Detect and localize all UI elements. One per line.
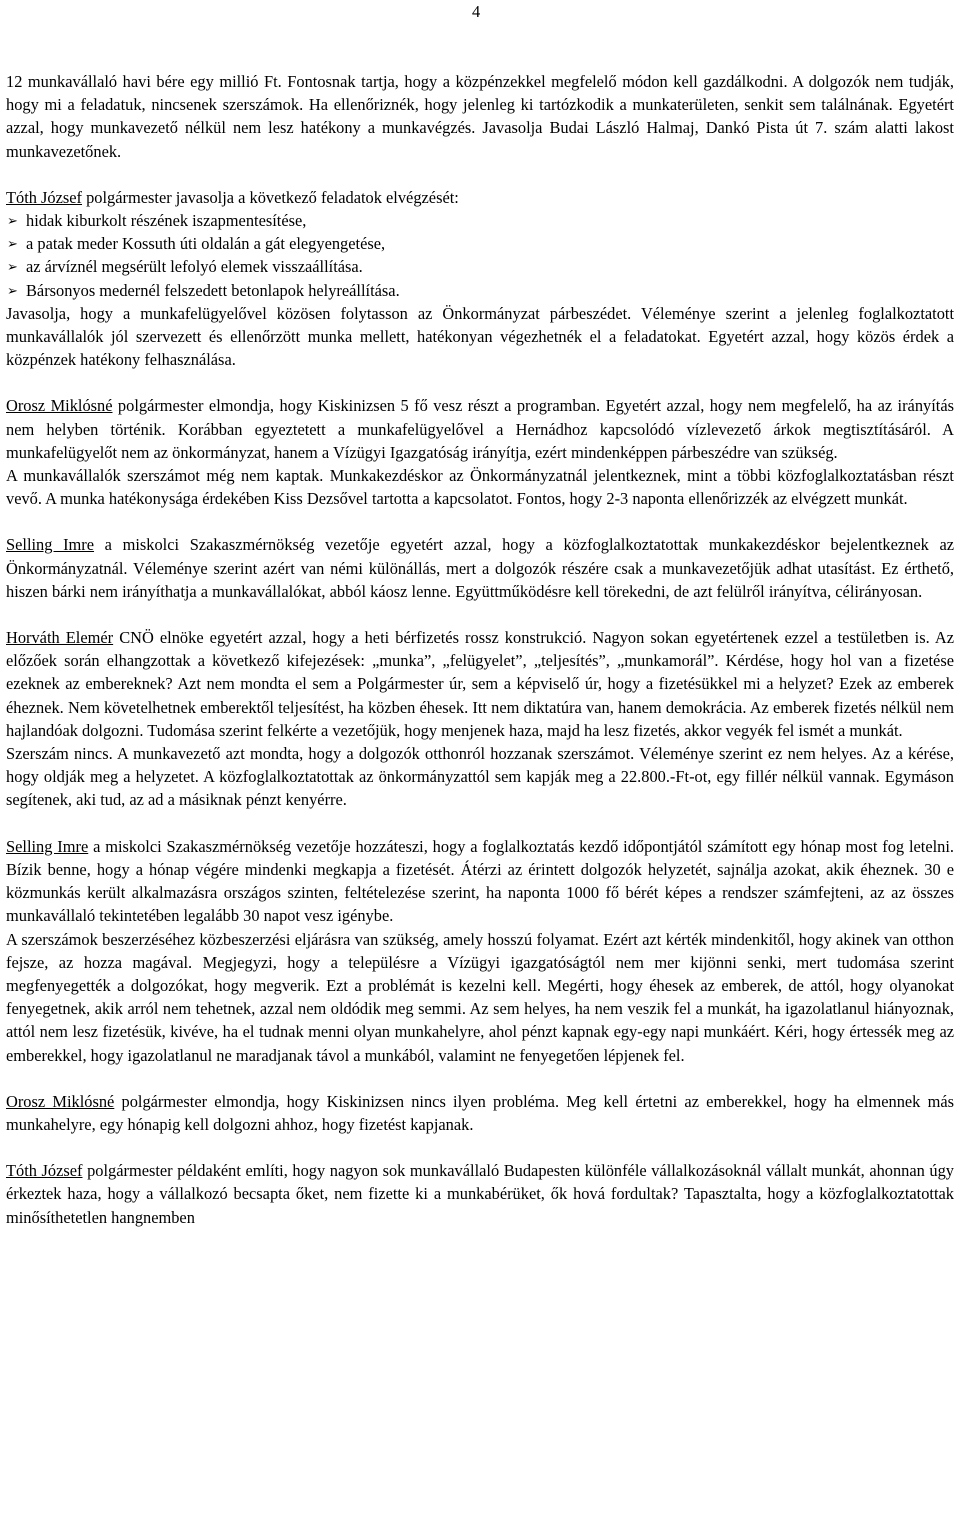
- toth-paragraph-intro: [6, 186, 954, 209]
- page-number: 4: [472, 2, 481, 21]
- arrowhead-bullet-icon: ➢: [7, 282, 18, 298]
- list-item: ➢ az árvíznél megsérült lefolyó elemek visszaállítása.: [6, 255, 954, 278]
- selling-paragraph-3: A szerszámok beszerzéséhez közbeszerzési eljárásra van szükség, amely hosszú folyamat. Ezért azt kérték mindenkitől, hogy akinek van otthon fejsze, az hozza magával. Megjegyzi, hogy a településre a Vízügyi igazgatóságtól nem mer kijönni senki, mert tudomása szerint megfenyegették a dolgozókat, hogy megverik. Ezt a problémát is kezelni kell. Megérti, hogy éhesek az emberek, de attól, hogy olyanokat fenyegetnek, akik arról nem tehetnek, azzal nem oldódik meg semmi. Az sem helyes, ha nem veszik fel a munkát, ha igazolatlanul hiányoznak, attól nem lesz fizetésük, kivéve, ha el tudnak menni olyan munkahelyre, ahol pénzt kapnak egy-egy napi munkáért. Kéri, hogy értessék meg az emberekkel, hogy igazolatlanul ne maradjanak távol a munkából, valamint ne fenyegetően lépjenek fel.: [6, 929, 954, 1065]
- list-item: ➢ Bársonyos medernél felszedett betonlapok helyreállítása.: [6, 279, 954, 302]
- speaker-name: Selling Imre: [6, 535, 95, 555]
- document-body: [6, 70, 954, 1229]
- toth-paragraph-2: Tóth József polgármester példaként említi, hogy nagyon sok munkavállaló Budapesten különféle vállalkozásoknál vállalt munkát, ahonnan úgy érkeztek haza, hogy a vállalkozó becsapta őket, nem fizette ki a munkabérüket, ők hová fordultak? Tapasztalta, hogy a közfoglalkoztatottak minősíthetetlen hangnemben: [6, 1161, 955, 1227]
- toth-paragraph-rest: Javasolja, hogy a munkafelügyelővel közösen folytasson az Önkormányzat párbeszédet. Véleménye szerint a jelenleg foglalkoztatott munkavállalók jól szervezett és ellenőrzött munka mellett, hatékonyan végezhetnék el a feladatokat. Egyetért azzal, hogy közös érdek a közpénzek hatékony felhasználása.: [6, 303, 954, 370]
- orosz-paragraph: Orosz Miklósné polgármester elmondja, hogy Kiskinizsen 5 fő vesz részt a programban. Egyetért azzal, hogy nem megfelelő, ha az irányítás nem helyben történik. Korábban egyeztetett a munkafelügyelővel a Hernádhoz kapcsolódó vízlevezető árkok megtisztításáról. A munkafelügyelőt nem az önkormányzat, hanem a Vízügyi Igazgatóság irányítja, ezért mindenképpen párbeszédre van szükség.: [6, 396, 954, 462]
- horvath-paragraph: Horváth Elemér CNÖ elnöke egyetért azzal, hogy a heti bérfizetés rossz konstrukció. Nagyon sokan egyetértenek ezzel a testületben is. Az előzőek során elhangzottak a következő kifejezések: „munka”, „felügyelet”, „teljesítés”, „munkamorál”. Kérdése, hogy hol van a fizetése ezeknek az embereknek? Azt nem mondta el sem a Polgármester úr, sem a képviselő úr, hogy a fizetésükkel mi a helyzet? Ezek az emberek éheznek. Nem követelhetnek emberektől teljesítést, ha közben éhesek. Itt nem diktatúra van, hanem demokrácia. Az emberek fizetés nélkül nem hajlandóak dolgozni. Tudomása szerint felkérte a vezetőjük, hogy menjenek haza, majd ha lesz fizetés, akkor vegyék fel ismét a munkát.: [6, 628, 954, 740]
- speaker-name: Tóth József: [6, 1161, 83, 1181]
- speaker-name: Orosz Miklósné: [6, 1091, 115, 1111]
- horvath-paragraph-2: Szerszám nincs. A munkavezető azt mondta, hogy a dolgozók otthonról hozzanak szerszámot. Véleménye szerint ez nem helyes. Az a kérése, hogy oldják meg a helyzetet. A közfoglalkoztatottak az önkormányzattól sem kapják meg a 22.800.-Ft-ot, egy fillér nélkül vannak. Egymáson segítenek, aki tud, az ad a másiknak pénzt kenyérre.: [6, 744, 954, 810]
- speaker-name: Tóth József: [6, 187, 83, 207]
- list-item: ➢ hidak kiburkolt részének iszapmentesítése,: [6, 209, 954, 232]
- selling-paragraph: Selling Imre a miskolci Szakaszmérnökség vezetője egyetért azzal, hogy a közfoglalkoztatottak munkakezdéskor bejelentkeznek az Önkormányzatnál. Véleménye szerint azért van némi különállás, mert a dolgozók részére csak a munkavezetőjük adhat utasítást. Ez érthető, hiszen bárki nem irányíthatja a munkavállalókat, abból káosz lenne. Együttműködésre kell törekedni, de azt felülről irányítva, célirányosan.: [6, 535, 954, 601]
- orosz-paragraph-3: Orosz Miklósné polgármester elmondja, hogy Kiskinizsen nincs ilyen probléma. Meg kell értetni az emberekkel, hogy ha elmennek más munkahelyre, egy hónapig kell dolgozni ahhoz, hogy fizetést kapjanak.: [6, 1091, 954, 1134]
- list-item: ➢ a patak meder Kossuth úti oldalán a gát elegyengetése,: [6, 232, 954, 255]
- paragraph-text: polgármester javasolja a következő feladatok elvégzését:: [82, 187, 459, 207]
- speaker-name: Selling Imre: [6, 836, 89, 856]
- arrowhead-bullet-icon: ➢: [7, 236, 18, 252]
- orosz-paragraph-2: A munkavállalók szerszámot még nem kaptak. Munkakezdéskor az Önkormányzatnál jelentkeznek, mint a többi közfoglalkoztatásban részt vevő. A munka hatékonysága érdekében Kiss Dezsővel tartotta a kapcsolatot. Fontos, hogy 2-3 naponta ellenőrizzék az elvégzett munkát.: [6, 466, 954, 509]
- selling-paragraph-2: Selling Imre a miskolci Szakaszmérnökség vezetője hozzáteszi, hogy a foglalkoztatás kezdő időpontjától számított egy hónap most fog letelni. Bízik benne, hogy a hónap végére mindenki megkapja a fizetését. Átérzi az érintett dolgozók helyzetét, sajnálja azokat, akik éheznek. 30 e közmunkás került alkalmazásra országos szinten, feltételezése szerint, ha naponta 1000 fő bérét képes a rendszer számfejteni, az az összes munkavállaló tekintetében legalább 30 napot vesz igénybe.: [6, 836, 954, 926]
- arrowhead-bullet-icon: ➢: [7, 259, 18, 275]
- task-list: [6, 209, 954, 302]
- intro-paragraph: 12 munkavállaló havi bére egy millió Ft. Fontosnak tartja, hogy a közpénzekkel megfelelő módon kell gazdálkodni. A dolgozók nem tudják, hogy mi a feladatuk, nincsenek szerszámok. Ha ellenőriznék, hogy jelenleg ki tartózkodik a munkaterületen, senkit sem találnának. Egyetért azzal, hogy munkavezető nélkül nem lesz hatékony a munkavégzés. Javasolja Budai László Halmaj, Dankó Pista út 7. szám alatti lakost munkavezetőnek.: [6, 72, 954, 161]
- speaker-name: Horváth Elemér: [6, 628, 114, 648]
- speaker-name: Orosz Miklósné: [6, 396, 113, 416]
- arrowhead-bullet-icon: ➢: [7, 213, 18, 229]
